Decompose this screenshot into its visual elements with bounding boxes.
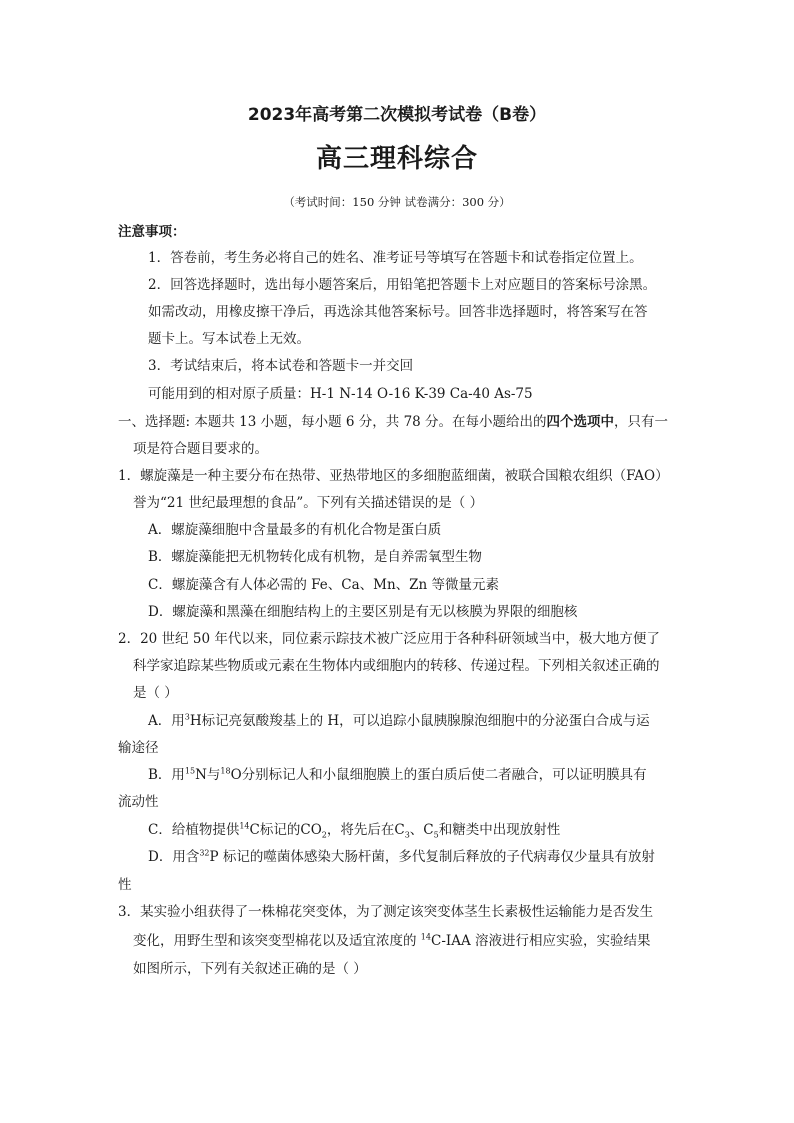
q2-option-c-text: ，将先后在C [326,822,405,838]
q3-stem: 3．某实验小组获得了一株棉花突变体，为了测定该突变体茎生长素极性运输能力是否发生 [118,904,654,920]
superscript: 14 [420,932,431,942]
q2-option-d-text: D．用含 [148,849,200,865]
q2-stem-cont: 是（ ） [133,685,178,701]
q2-option-b-text: O分别标记人和小鼠细胞膜上的蛋白质后使二者融合，可以证明膜具有 [230,767,647,783]
superscript: 15 [184,766,196,776]
q2-option-d-text: P 标记的噬菌体感染大肠杆菌，多代复制后释放的子代病毒仅少量具有放射 [209,849,655,865]
superscript: 14 [239,821,250,831]
q2-option-a-cont: 输途径 [118,740,159,756]
q2-stem-cont: 科学家追踪某些物质或元素在生物体内或细胞内的转移、传递过程。下列相关叙述正确的 [133,658,660,674]
q2-option-b-cont: 流动性 [118,794,159,810]
q3-stem-cont [133,932,651,950]
q3-stem-text: 变化，用野生型和该突变型棉花以及适宜浓度的 [133,933,421,949]
q2-option-b-text: N与 [195,767,221,783]
q2-option-c-text: 和糖类中出现放射性 [438,822,561,838]
q3-stem-cont: 如图所示，下列有关叙述正确的是（ ） [133,961,367,977]
superscript: 18 [220,766,231,776]
q2-option-a [148,712,650,730]
exam-info: （考试时间：150 分钟 试卷满分：300 分） [283,195,511,209]
q1-option-b: B．螺旋藻能把无机物转化成有机物，是自养需氧型生物 [148,549,482,565]
notice-item-2-cont: 如需改动，用橡皮擦干净后，再选涂其他答案标号。回答非选择题时，将答案写在答 [148,304,648,320]
notice-item-3: 3．考试结束后，将本试卷和答题卡一并交回 [148,358,414,374]
subscript: 2 [321,830,327,840]
atomic-masses: 可能用到的相对原子质量：H-1 N-14 O-16 K-39 Ca-40 As-75 [148,386,533,402]
exam-title: 2023年高考第二次模拟考试卷（B卷） [247,105,547,125]
subject-title: 高三理科综合 [315,144,478,174]
q2-stem: 2．20 世纪 50 年代以来，同位素示踪技术被广泛应用于各种科研领域当中，极大地方便了 [118,631,660,647]
q2-option-c-text: 、C [409,822,434,838]
q2-option-d-cont: 性 [118,877,132,893]
q1-option-d: D．螺旋藻和黑藻在细胞结构上的主要区别是有无以核膜为界限的细胞核 [148,604,578,620]
q2-option-a-text: H标记亮氨酸羧基上的 H，可以追踪小鼠胰腺腺泡细胞中的分泌蛋白合成与运 [189,713,650,729]
section-emphasis: 四个选项中 [546,414,615,430]
notice-item-2-cont: 题卡上。写本试卷上无效。 [148,331,310,347]
q2-option-b [148,766,647,784]
q1-option-a: A．螺旋藻细胞中含量最多的有机化合物是蛋白质 [148,522,442,538]
superscript: 3 [184,712,190,722]
section-text: ，只有一 [614,414,669,430]
notice-item-1: 1．答卷前，考生务必将自己的姓名、准考证号等填写在答题卡和试卷指定位置上。 [148,250,643,266]
q2-option-b-text: B．用 [148,767,185,783]
q2-option-c-text: C标记的CO [249,822,322,838]
q3-stem-text: C-IAA 溶液进行相应实验，实验结果 [430,933,651,949]
superscript: 32 [199,848,210,858]
q2-option-c [148,821,560,839]
q1-stem: 1．螺旋藻是一种主要分布在热带、亚热带地区的多细胞蓝细菌，被联合国粮农组织（FAO） [118,468,669,484]
subscript: 5 [433,830,439,840]
subscript: 3 [404,830,410,840]
notice-heading: 注意事项： [118,224,186,240]
section-text: 一、选择题: 本题共 13 小题，每小题 6 分，共 78 分。在每小题给出的 [118,414,547,430]
notice-item-2: 2．回答选择题时，选出每小题答案后，用铅笔把答题卡上对应题目的答案标号涂黑。 [148,277,657,293]
q1-stem-cont: 誉为“21 世纪最理想的食品”。下列有关描述错误的是（ ） [133,495,484,511]
section-heading-cont: 项是符合题目要求的。 [133,441,268,457]
q2-option-a-text: A．用 [148,713,185,729]
q2-option-d [148,848,655,866]
q1-option-c: C．螺旋藻含有人体必需的 Fe、Ca、Mn、Zn 等微量元素 [148,577,499,593]
q2-option-c-text: C．给植物提供 [148,822,240,838]
section-heading [118,413,668,431]
